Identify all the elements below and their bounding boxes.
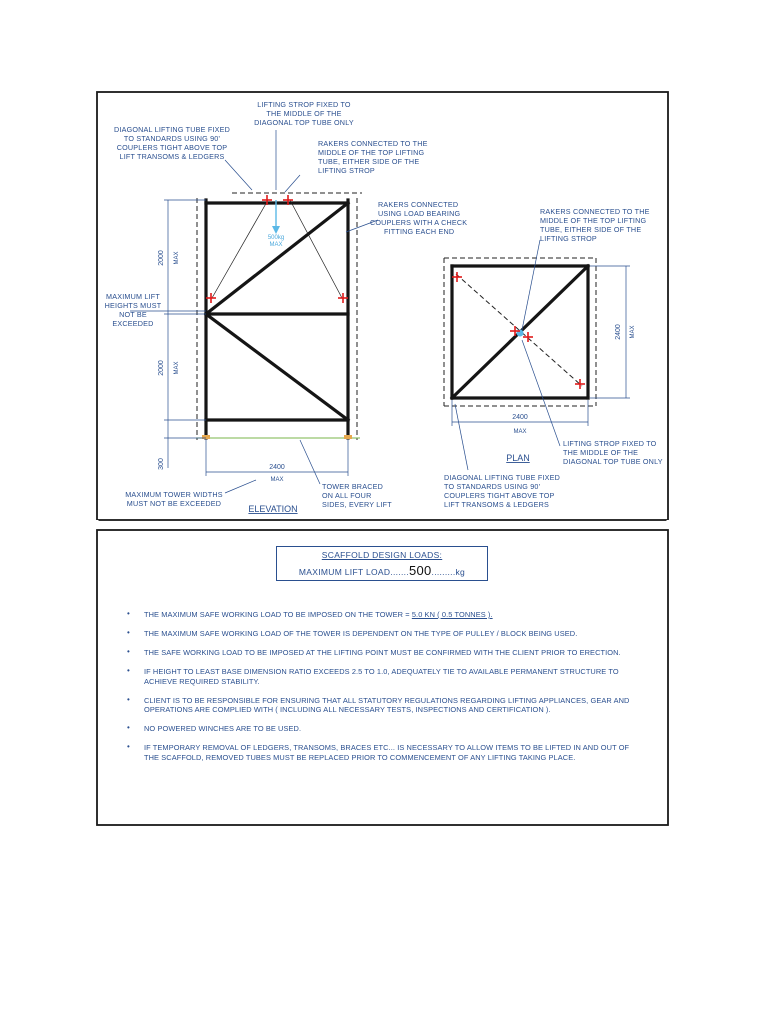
dim-height-1: 2000: [158, 250, 165, 266]
note-item: • IF TEMPORARY REMOVAL OF LEDGERS, TRANSOMS, BRACES ETC... IS NECESSARY TO ALLOW ITEMS TO BE LIFTED IN AND OUT OF THE SCAFFOLD, REMOVED TUBES MUST BE REPLACED PRIOR TO COMMENCEMENT OF ANY LIFTING TAKING PLACE.: [144, 743, 644, 762]
load-label-1: 500kg: [267, 235, 285, 241]
label-strop-2: THE MIDDLE OF THE: [266, 109, 342, 118]
plan-label-diag-2: TO STANDARDS USING 90': [444, 482, 541, 491]
dim-width-max: MAX: [270, 477, 284, 483]
dim-base: 300: [158, 458, 165, 470]
plan-label-diag-1: DIAGONAL LIFTING TUBE FIXED: [444, 473, 561, 482]
plan-label-strop-1: LIFTING STROP FIXED TO: [563, 439, 657, 448]
plan-label-diag-3: COUPLERS TIGHT ABOVE TOP: [444, 491, 555, 500]
plan-label-rakers-2: MIDDLE OF THE TOP LIFTING: [540, 216, 647, 225]
base-plate-left: [202, 435, 210, 439]
dim-height-1-max: MAX: [174, 251, 180, 265]
label-diag-3: COUPLERS TIGHT ABOVE TOP: [116, 143, 228, 152]
label-braced-3: SIDES, EVERY LIFT: [322, 500, 392, 509]
label-maxwidth-1: MAXIMUM TOWER WIDTHS: [125, 490, 223, 499]
max-lift-load-suffix: .........kg: [431, 567, 466, 577]
plan-label-strop-3: DIAGONAL TOP TUBE ONLY: [563, 457, 663, 466]
plan-label-diag-4: LIFT TRANSOMS & LEDGERS: [444, 500, 549, 509]
note-item: • NO POWERED WINCHES ARE TO BE USED.: [144, 724, 644, 734]
label-load-couplers-1: RAKERS CONNECTED: [378, 200, 459, 209]
max-lift-load-row: [277, 563, 487, 578]
dim-height-2: 2000: [158, 360, 165, 376]
note-swl-text: THE MAXIMUM SAFE WORKING LOAD TO BE IMPOSED ON THE TOWER =: [144, 610, 412, 619]
label-load-couplers-3: COUPLERS WITH A CHECK: [370, 218, 468, 227]
load-label-2: MAX: [269, 242, 283, 248]
label-rakers-4: LIFTING STROP: [318, 166, 375, 175]
label-diag-4: LIFT TRANSOMS & LEDGERS: [119, 152, 225, 161]
label-maxlift-1: MAXIMUM LIFT: [106, 292, 160, 301]
plan-dim-depth-max: MAX: [630, 325, 636, 339]
label-rakers-3: TUBE, EITHER SIDE OF THE: [318, 157, 420, 166]
dim-height-2-max: MAX: [174, 361, 180, 375]
label-diag-2: TO STANDARDS USING 90': [123, 134, 221, 143]
max-lift-load-value: 500: [408, 563, 432, 578]
plan-dim-width: 2400: [512, 414, 528, 421]
base-plate-right: [344, 435, 352, 439]
label-braced-1: TOWER BRACED: [322, 482, 383, 491]
design-loads-box: [276, 546, 488, 581]
notes-list: [144, 610, 644, 772]
label-maxlift-2: HEIGHTS MUST: [104, 301, 162, 310]
dim-width: 2400: [269, 464, 285, 471]
note-item: • CLIENT IS TO BE RESPONSIBLE FOR ENSURING THAT ALL STATUTORY REGULATIONS REGARDING LIFTING APPLIANCES, GEAR AND OPERATIONS ARE COMPLIED WITH ( INCLUDING ALL NECESSARY TESTS, INSPECTIONS AND CERTIFICATION ).: [144, 696, 644, 715]
note-item: • IF HEIGHT TO LEAST BASE DIMENSION RATIO EXCEEDS 2.5 TO 1.0, ADEQUATELY TIE TO AVAILABLE PERMANENT STRUCTURE TO ACHIEVE REQUIRED STABILITY.: [144, 667, 644, 686]
note-item: • THE MAXIMUM SAFE WORKING LOAD OF THE TOWER IS DEPENDENT ON THE TYPE OF PULLEY / BLOCK BEING USED.: [144, 629, 644, 639]
label-maxwidth-2: MUST NOT BE EXCEEDED: [126, 499, 222, 508]
plan-title: PLAN: [506, 453, 530, 463]
note-swl: [144, 610, 644, 620]
label-rakers-2: MIDDLE OF THE TOP LIFTING: [318, 148, 425, 157]
design-loads-title: SCAFFOLD DESIGN LOADS:: [321, 550, 443, 560]
label-load-couplers-2: USING LOAD BEARING: [378, 209, 461, 218]
note-swl-value: 5.0 KN ( 0.5 TONNES ).: [411, 610, 493, 619]
label-maxlift-4: EXCEEDED: [112, 319, 154, 328]
plan-dim-depth: 2400: [615, 324, 622, 340]
label-maxlift-3: NOT BE: [119, 310, 147, 319]
elevation-title: ELEVATION: [248, 504, 298, 514]
label-strop-3: DIAGONAL TOP TUBE ONLY: [254, 118, 354, 127]
plan-label-rakers-3: TUBE, EITHER SIDE OF THE: [540, 225, 642, 234]
label-braced-2: ON ALL FOUR: [322, 491, 372, 500]
notes-panel: [98, 532, 668, 824]
plan-label-strop-2: THE MIDDLE OF THE: [563, 448, 639, 457]
note-item: • THE SAFE WORKING LOAD TO BE IMPOSED AT THE LIFTING POINT MUST BE CONFIRMED WITH THE CLIENT PRIOR TO ERECTION.: [144, 648, 644, 658]
label-strop-1: LIFTING STROP FIXED TO: [257, 100, 351, 109]
plan-label-rakers-1: RAKERS CONNECTED TO THE: [540, 207, 650, 216]
label-load-couplers-4: FITTING EACH END: [384, 227, 455, 236]
plan-dim-width-max: MAX: [513, 429, 527, 435]
plan-label-rakers-4: LIFTING STROP: [540, 234, 597, 243]
label-rakers-1: RAKERS CONNECTED TO THE: [318, 139, 428, 148]
label-diag-1: DIAGONAL LIFTING TUBE FIXED: [113, 125, 231, 134]
max-lift-load-prefix: MAXIMUM LIFT LOAD.......: [298, 567, 409, 577]
